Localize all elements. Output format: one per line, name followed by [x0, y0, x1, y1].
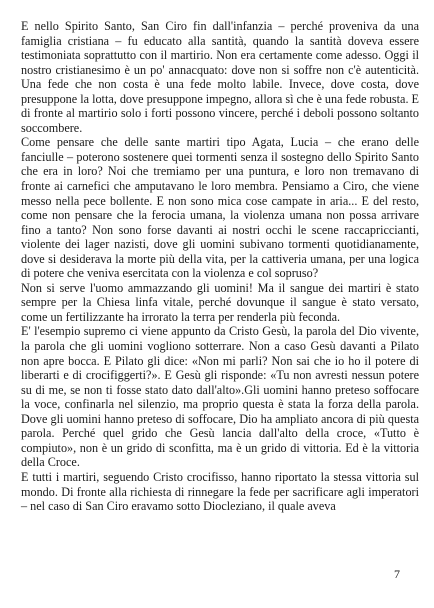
- paragraph-3: Non si serve l'uomo ammazzando gli uomini! Ma il sangue dei martiri è stato sempre per la Chiesa linfa vitale, perché dovunque il sangue è stato versato, come un fertilizzante ha irrorato la terra per renderla più feconda.: [21, 280, 419, 324]
- paragraph-2: Come pensare che delle sante martiri tipo Agata, Lucia – che erano delle fanciulle – poterono sostenere quei tormenti senza il sostegno dello Spirito Santo che era in loro? Noi che tremiamo per una puntura, e loro non tremavano di fronte ai carnefici che amputavano le loro membra. Pensiamo a Ciro, che viene messo nella pece bollente. E non sono mica cose campate in aria... E del resto, come non pensare che la ferocia umana, la violenza umana non possa arrivare fino a tanto? Non sono forse davanti ai nostri occhi le scene raccapriccianti, violente dei lager nazisti, dove gli uomini subivano tormenti quotidianamente, dove si desiderava la morte più della vita, per la cattiveria umana, per una logica di potere che veniva esercitata con la violenza e col sopruso?: [21, 135, 419, 281]
- paragraph-4: E' l'esempio supremo ci viene appunto da Cristo Gesù, la parola del Dio vivente, la parola che gli uomini vogliono sotterrare. Non a caso Gesù davanti a Pilato non apre bocca. E Pilato gli dice: «Non mi parli? Non sai che io ho il potere di liberarti e di crocifiggerti?». E Gesù gli risponde: «Tu non avresti nessun potere su di me, se non ti fosse stato dato dall'alto».Gli uomini hanno preteso soffocare la voce, confinarla nel silenzio, ma proprio questa è stata la forza della parola. Dove gli uomini hanno preteso di soffocare, Dio ha ampliato ancora di più questa parola. Perché quel grido che Gesù lancia dall'alto della croce, «Tutto è compiuto», non è un grido di sconfitta, ma è un grido di vittoria. Ed è la vittoria della Croce.: [21, 324, 419, 470]
- paragraph-1: E nello Spirito Santo, San Ciro fin dall'infanzia – perché proveniva da una famiglia cristiana – fu educato alla santità, quando la santità doveva essere testimoniata soprattutto con il martirio. Non era certamente come adesso. Oggi il nostro cristianesimo è un po' annacquato: dove non si soffre non c'è autenticità. Una fede che non costa è una fede molto labile. Invece, dove costa, dove presuppone la lotta, dove presuppone impegno, allora sì che è una fede robusta. E di fronte al martirio solo i forti possono vincere, perché i deboli possono soltanto soccombere.: [21, 19, 419, 135]
- paragraph-5: E tutti i martiri, seguendo Cristo crocifisso, hanno riportato la stessa vittoria sul mondo. Di fronte alla richiesta di rinnegare la fede per sacrificare agli imperatori – nel caso di San Ciro eravamo sotto Diocleziano, il quale aveva: [21, 469, 419, 514]
- page-body: [21, 19, 419, 514]
- page-number: 7: [394, 567, 400, 581]
